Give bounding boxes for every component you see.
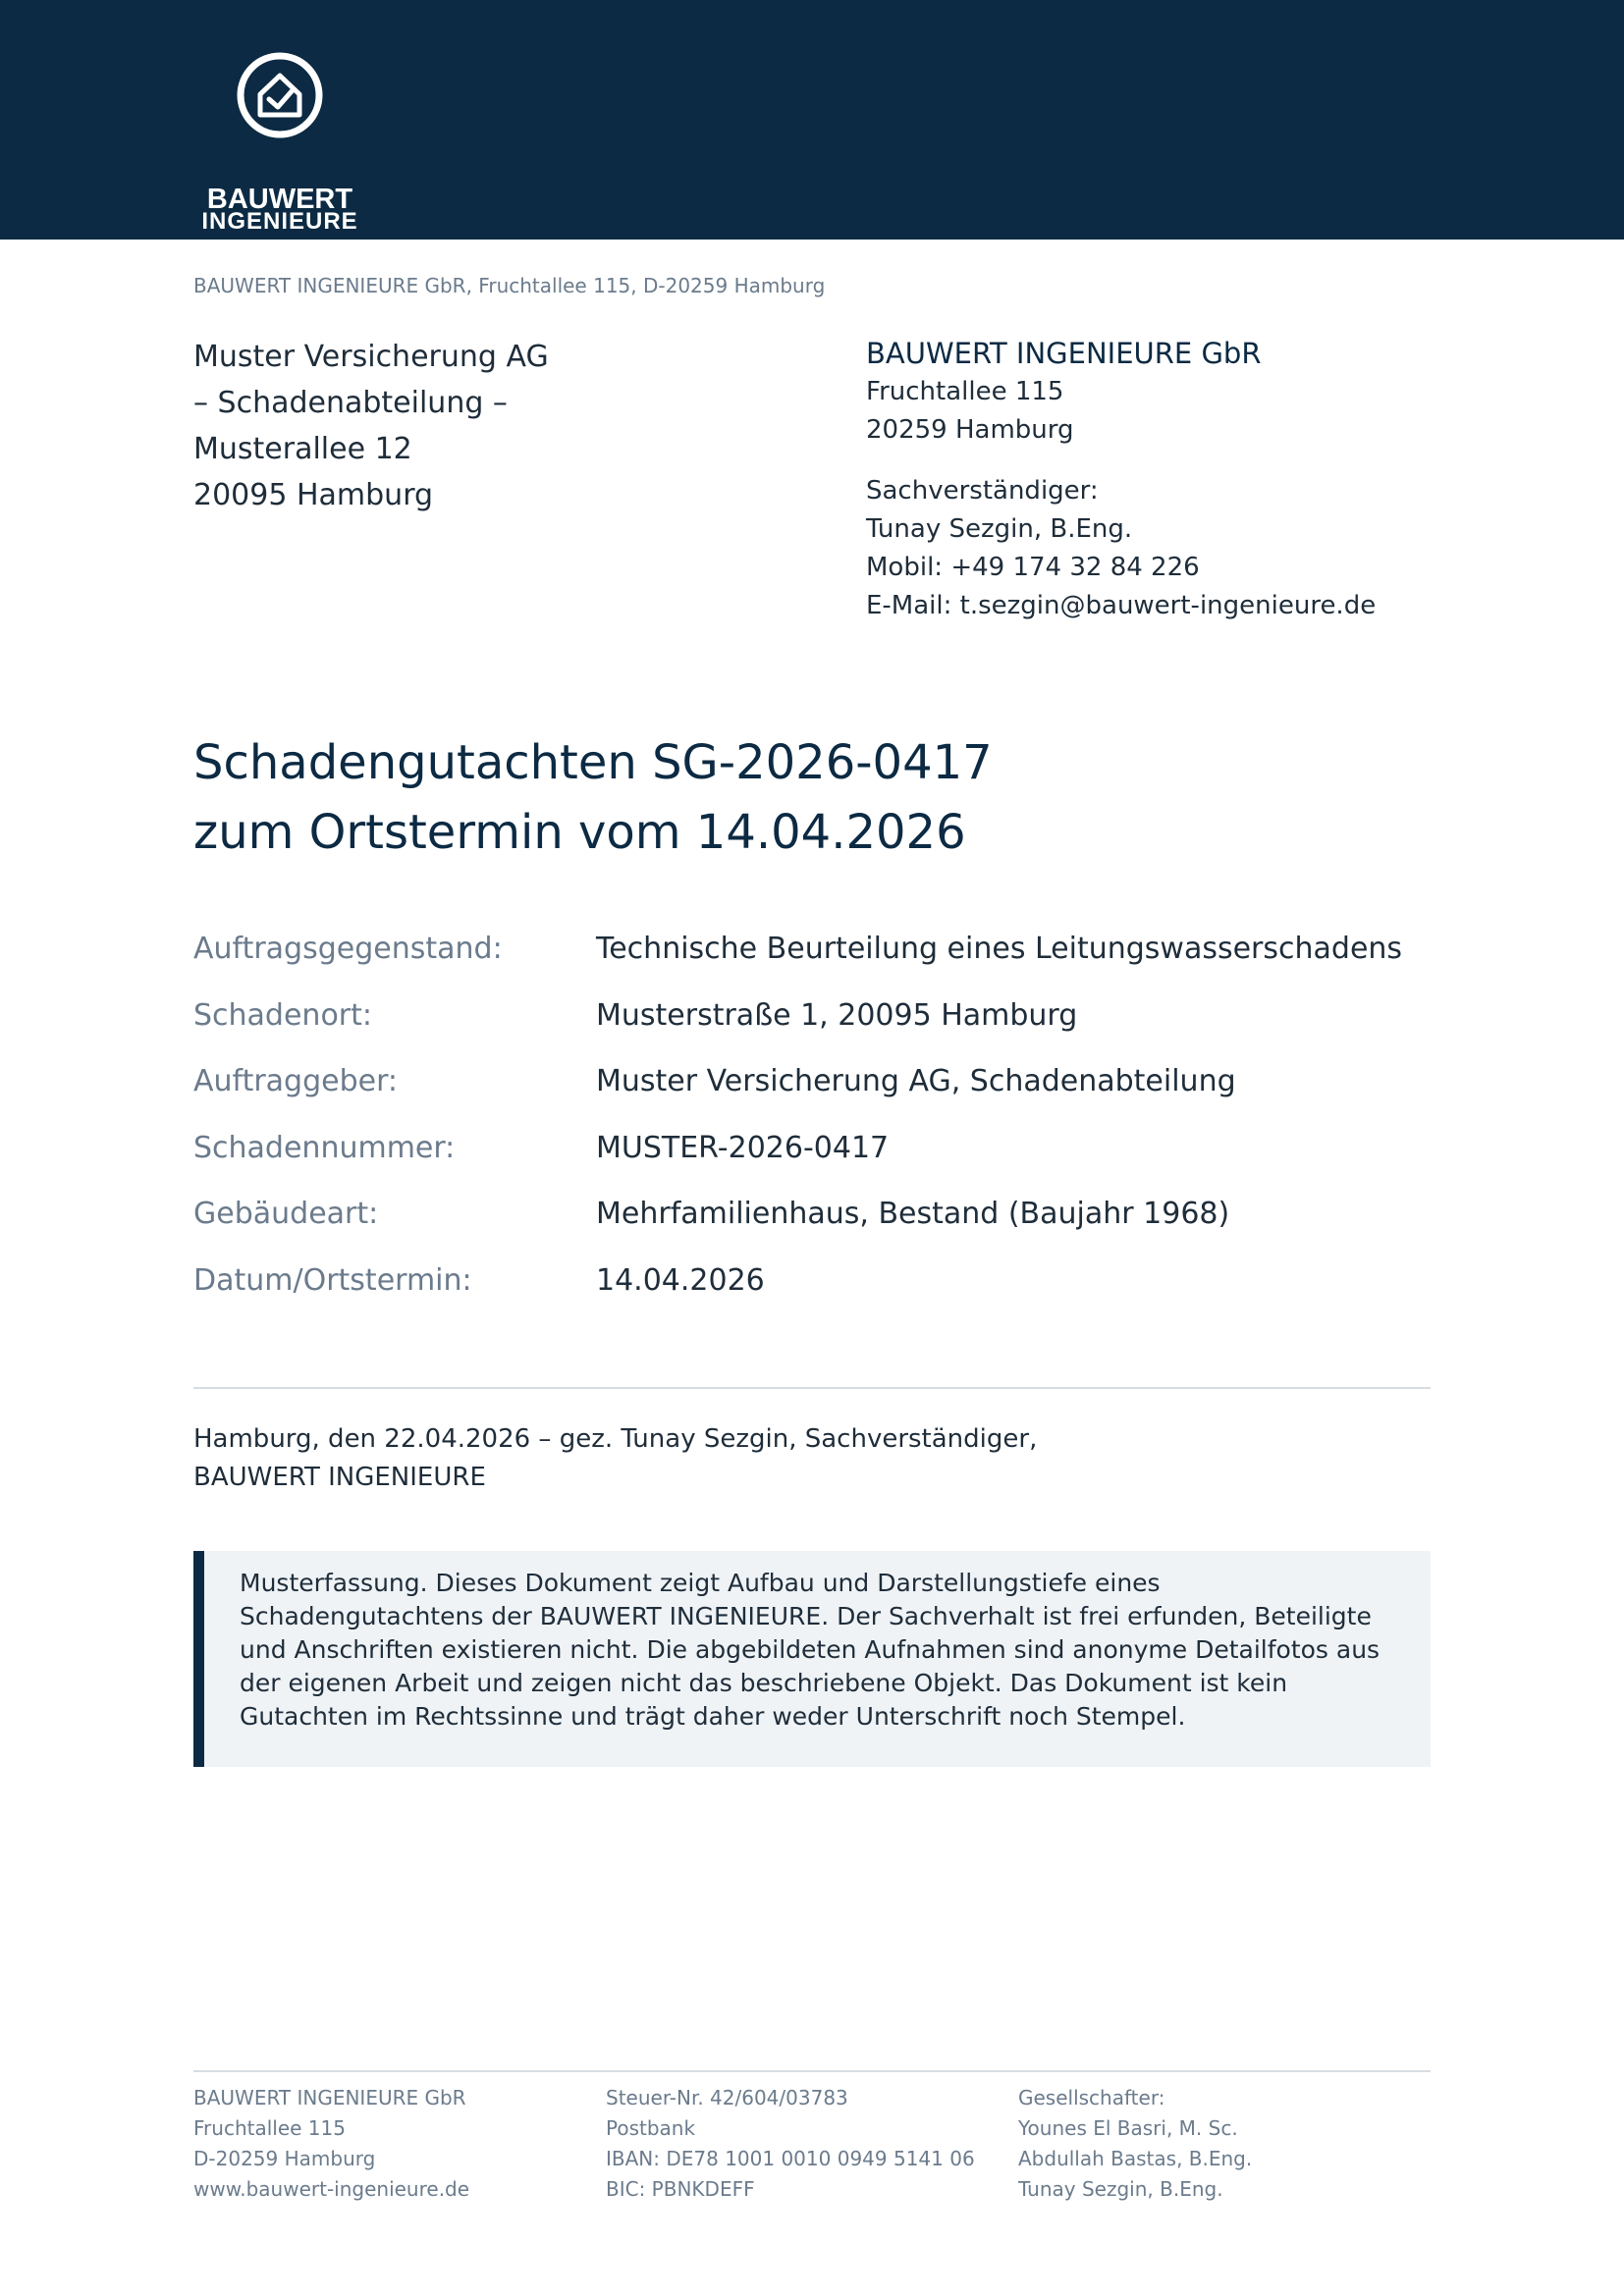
notice-line: Gutachten im Rechtssinne und trägt daher weder Unterschrift noch Stempel. (240, 1702, 1186, 1731)
expert-mobile: Mobil: +49 174 32 84 226 (866, 553, 1200, 582)
company-city: 20259 Hamburg (866, 415, 1074, 445)
detail-row (193, 925, 1470, 991)
detail-row (193, 1057, 1470, 1124)
company-name: BAUWERT INGENIEURE GbR (866, 337, 1262, 370)
footer-text: BIC: PBNKDEFF (606, 2177, 755, 2201)
notice-line: der eigenen Arbeit und zeigen nicht das beschriebene Objekt. Das Dokument ist kein (240, 1669, 1288, 1697)
title-line-1: Schadengutachten SG-2026-0417 (193, 735, 993, 790)
expert-name: Tunay Sezgin, B.Eng. (866, 514, 1133, 544)
notice-line: Schadengutachtens der BAUWERT INGENIEURE. Der Sachverhalt ist frei erfunden, Beteiligte (240, 1602, 1372, 1630)
signature-text-1: Hamburg, den 22.04.2026 – gez. Tunay Sezgin, Sachverständiger, (193, 1424, 1038, 1454)
detail-value: 14.04.2026 (596, 1262, 765, 1298)
recipient-line: Musterallee 12 (193, 432, 412, 466)
footer-partners-column (1018, 2083, 1252, 2205)
recipient-address (193, 334, 549, 518)
company-street: Fruchtallee 115 (866, 377, 1064, 406)
detail-row (193, 991, 1470, 1058)
footer-company-column (193, 2083, 469, 2205)
footer-text: Younes El Basri, M. Sc. (1018, 2116, 1238, 2140)
footer-divider (193, 2070, 1431, 2072)
detail-label: Auftragsgegenstand: (193, 932, 503, 966)
recipient-line: Muster Versicherung AG (193, 340, 549, 374)
notice-line: und Anschriften existieren nicht. Die abgebildeten Aufnahmen sind anonyme Detailfotos aus (240, 1635, 1380, 1664)
footer-text: Steuer-Nr. 42/604/03783 (606, 2086, 848, 2109)
detail-value: Mehrfamilienhaus, Bestand (Baujahr 1968) (596, 1197, 1230, 1232)
expert-email: E-Mail: t.sezgin@bauwert-ingenieure.de (866, 591, 1377, 620)
detail-label: Schadenort: (193, 997, 373, 1033)
detail-value: Musterstraße 1, 20095 Hamburg (596, 997, 1078, 1033)
sample-notice-box (193, 1551, 1431, 1767)
notice-accent-bar (193, 1551, 204, 1767)
detail-label: Datum/Ortstermin: (193, 1262, 472, 1298)
detail-label: Schadennummer: (193, 1130, 456, 1165)
recipient-line: 20095 Hamburg (193, 478, 434, 512)
expert-label: Sachverständiger: (866, 476, 1099, 506)
document-title (193, 728, 993, 868)
house-check-icon (236, 51, 324, 139)
signature-text-2: BAUWERT INGENIEURE (193, 1463, 486, 1492)
header-band (0, 0, 1624, 240)
detail-value: MUSTER-2026-0417 (596, 1130, 890, 1165)
detail-label: Gebäudeart: (193, 1197, 379, 1232)
notice-text (240, 1567, 1380, 1734)
signature-line (193, 1420, 1037, 1497)
footer-text: Fruchtallee 115 (193, 2116, 346, 2140)
footer-text: Tunay Sezgin, B.Eng. (1018, 2177, 1223, 2201)
detail-row (193, 1256, 1470, 1323)
footer-bank-column (606, 2083, 975, 2205)
notice-line: Musterfassung. Dieses Dokument zeigt Aufbau und Darstellungstiefe eines (240, 1569, 1161, 1597)
logo-text-ingenieure: INGENIEURE (201, 208, 358, 235)
section-divider (193, 1387, 1431, 1389)
sender-return-address: BAUWERT INGENIEURE GbR, Fruchtallee 115, D-20259 Hamburg (193, 274, 826, 297)
detail-value: Technische Beurteilung eines Leitungswasserschadens (596, 932, 1403, 966)
footer-text: IBAN: DE78 1001 0010 0949 5141 06 (606, 2147, 975, 2170)
detail-row (193, 1124, 1470, 1191)
details-table (193, 925, 1470, 1323)
company-logo (196, 49, 363, 235)
footer-text: D-20259 Hamburg (193, 2147, 376, 2170)
title-line-2: zum Ortstermin vom 14.04.2026 (193, 805, 966, 860)
footer-text: Abdullah Bastas, B.Eng. (1018, 2147, 1253, 2170)
footer-text: BAUWERT INGENIEURE GbR (193, 2086, 466, 2109)
logo-text-bauwert: BAUWERT (206, 184, 353, 215)
company-contact-block (866, 334, 1376, 625)
footer-text: Gesellschafter: (1018, 2086, 1165, 2109)
detail-label: Auftraggeber: (193, 1064, 399, 1099)
detail-value: Muster Versicherung AG, Schadenabteilung (596, 1064, 1236, 1099)
recipient-line: – Schadenabteilung – (193, 386, 508, 420)
footer-text: Postbank (606, 2116, 696, 2140)
footer-website-link[interactable]: www.bauwert-ingenieure.de (193, 2177, 470, 2201)
detail-row (193, 1190, 1470, 1256)
